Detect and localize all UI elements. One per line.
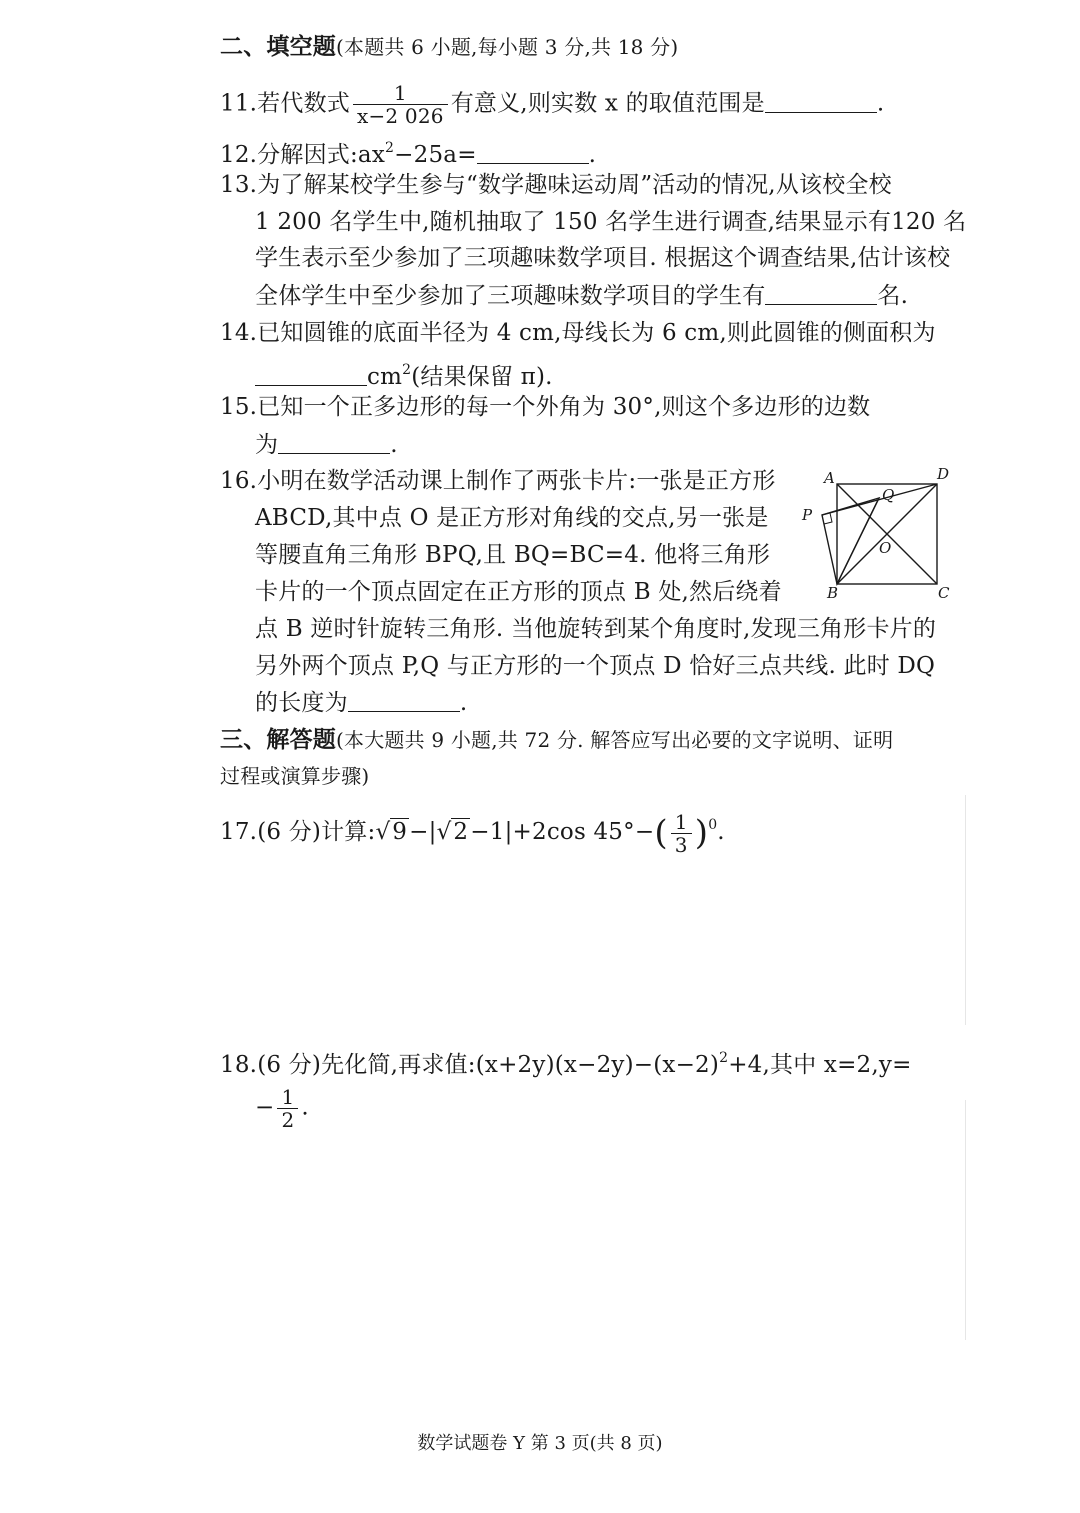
question-text: 的长度为: [255, 690, 348, 716]
question-text: 有意义,则实数 x 的取值范围是: [450, 90, 765, 117]
section-3-title: 三、解答题: [220, 726, 336, 753]
question-13-line-3: 学生表示至少参加了三项趣味数学项目. 根据这个调查结果,估计该校: [255, 245, 951, 271]
punctuation: .: [301, 1094, 309, 1121]
right-paren: ): [694, 813, 709, 853]
exponent: 0: [708, 817, 718, 833]
question-number: 15.: [220, 394, 258, 420]
segment-bq: [837, 498, 879, 584]
question-text: −25a=: [394, 142, 477, 168]
question-16-line-4: 卡片的一个顶点固定在正方形的顶点 B 处,然后绕着: [255, 579, 782, 605]
question-12: [220, 133, 596, 170]
fraction-denominator: 3: [674, 832, 688, 857]
section-3-note-line-2: 过程或演算步骤): [220, 764, 370, 788]
question-text: 计算:: [321, 819, 376, 845]
question-text: +4,其中 x=2,y=: [728, 1052, 912, 1078]
square-triangle-figure: [795, 463, 955, 603]
label-p: P: [802, 506, 813, 524]
answer-blank[interactable]: [477, 141, 589, 164]
fraction: [277, 1086, 298, 1131]
question-13: [220, 170, 892, 200]
section-2-header: [220, 32, 678, 62]
question-16-line-7: [255, 688, 467, 718]
question-16-line-6: 另外两个顶点 P,Q 与正方形的一个顶点 D 恰好三点共线. 此时 DQ: [255, 653, 936, 679]
fraction-numerator: 1: [671, 811, 692, 834]
punctuation: .: [459, 690, 468, 716]
fraction-numerator: 1: [353, 82, 448, 105]
question-number: 14.: [220, 320, 258, 346]
page-footer: 数学试题卷 Y 第 3 页(共 8 页): [417, 1433, 663, 1454]
answer-blank[interactable]: [765, 282, 877, 305]
question-number: 18.: [220, 1052, 258, 1078]
sqrt-symbol: √: [375, 819, 391, 845]
question-text: 已知一个正多边形的每一个外角为 30°,则这个多边形的边数: [257, 394, 871, 420]
question-text: −1|+2cos 45°−: [470, 819, 655, 845]
question-16-line-2: ABCD,其中点 O 是正方形对角线的交点,另一张是: [255, 505, 769, 531]
question-14-line-2: [255, 355, 553, 392]
scan-artifact: [965, 1100, 966, 1340]
label-o: O: [879, 539, 892, 557]
fraction: [671, 811, 692, 856]
label-a: A: [824, 469, 835, 487]
question-text: 先化简,再求值:(x+2y)(x−2y)−(x−2): [321, 1052, 720, 1078]
question-17: [220, 810, 725, 856]
exponent: 2: [385, 140, 395, 156]
question-11: [220, 82, 884, 127]
question-text: 为: [255, 432, 279, 458]
question-16: [220, 466, 776, 496]
section-3-header: [220, 725, 893, 755]
fraction-numerator: 1: [277, 1086, 298, 1109]
question-text: 名.: [877, 283, 909, 309]
line-pd: [822, 484, 937, 515]
question-14: [220, 318, 936, 348]
section-2-note: (本题共 6 小题,每小题 3 分,共 18 分): [336, 35, 679, 59]
question-text: −|: [409, 819, 437, 845]
scan-artifact: [965, 795, 966, 1025]
question-16-line-5: 点 B 逆时针旋转三角形. 当他旋转到某个角度时,发现三角形卡片的: [255, 616, 937, 642]
punctuation: .: [390, 432, 398, 458]
fraction-denominator: 2: [281, 1108, 295, 1132]
question-13-line-2: 1 200 名学生中,随机抽取了 150 名学生进行调查,结果显示有120 名: [255, 209, 967, 235]
label-b: B: [827, 584, 839, 602]
label-d: D: [937, 465, 950, 483]
answer-blank[interactable]: [765, 90, 877, 113]
section-3-note: (本大题共 9 小题,共 72 分. 解答应写出必要的文字说明、证明: [336, 728, 894, 752]
question-text: 全体学生中至少参加了三项趣味数学项目的学生有: [255, 283, 766, 309]
sign: −: [255, 1094, 275, 1121]
question-number: 13.: [220, 172, 258, 198]
left-paren: (: [654, 813, 668, 853]
question-number: 16.: [220, 468, 258, 494]
score: (6 分): [257, 819, 322, 845]
question-text: (结果保留 π).: [411, 364, 553, 390]
question-number: 11.: [220, 90, 258, 117]
label-c: C: [938, 584, 950, 602]
score: (6 分): [257, 1052, 322, 1078]
question-18-line-2: [255, 1086, 309, 1131]
unit: cm: [367, 364, 403, 390]
question-text: 为了解某校学生参与“数学趣味运动周”活动的情况,从该校全校: [257, 172, 892, 198]
label-q: Q: [882, 486, 895, 504]
sqrt-symbol: √: [436, 819, 452, 845]
question-15-line-2: [255, 430, 398, 460]
question-text: 已知圆锥的底面半径为 4 cm,母线长为 6 cm,则此圆锥的侧面积为: [257, 320, 936, 346]
answer-blank[interactable]: [348, 689, 460, 712]
question-13-line-4: [255, 281, 908, 311]
punctuation: .: [717, 819, 725, 845]
answer-blank[interactable]: [255, 363, 367, 386]
question-number: 12.: [220, 142, 258, 168]
question-number: 17.: [220, 819, 258, 845]
fraction-denominator: x−2 026: [357, 104, 444, 128]
radicand: 2: [453, 819, 469, 845]
question-text: 小明在数学活动课上制作了两张卡片:一张是正方形: [257, 468, 776, 494]
punctuation: .: [588, 142, 597, 168]
question-text: 若代数式: [257, 90, 350, 117]
exponent: 2: [402, 362, 412, 378]
answer-blank[interactable]: [278, 431, 390, 454]
radicand: 9: [392, 819, 408, 845]
question-16-line-3: 等腰直角三角形 BPQ,且 BQ=BC=4. 他将三角形: [255, 542, 771, 568]
question-text: 分解因式:ax: [257, 142, 386, 168]
question-15: [220, 392, 870, 422]
punctuation: .: [876, 90, 885, 117]
question-18: [220, 1043, 912, 1080]
exponent: 2: [719, 1050, 729, 1066]
fraction: [353, 82, 448, 127]
section-2-title: 二、填空题: [220, 33, 336, 60]
